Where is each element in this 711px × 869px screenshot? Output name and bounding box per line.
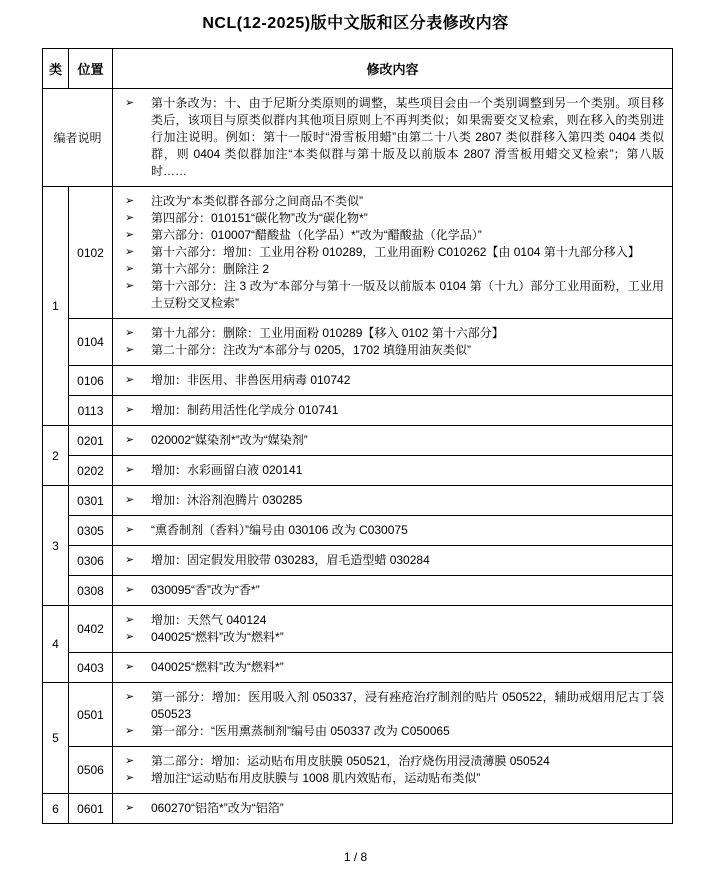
content-cell: [113, 576, 673, 606]
class-cell: 2: [43, 426, 69, 486]
modification-item: [113, 261, 664, 278]
modification-item: [113, 612, 664, 629]
item-text: 增加：制药用活性化学成分 010741: [151, 403, 339, 417]
content-cell: [113, 486, 673, 516]
arrow-bullet-icon: ➢: [125, 327, 135, 339]
header-class: 类: [43, 49, 69, 89]
item-text: 第十六部分：增加：工业用谷粉 010289，工业用面粉 C010262【由 0104 第十九部分移入】: [151, 245, 640, 259]
modification-item: [113, 462, 664, 479]
content-cell: [113, 606, 673, 653]
arrow-bullet-icon: ➢: [125, 434, 135, 446]
item-text: 第十六部分：注 3 改为“本部分与第十一版及以前版本 0104 第（十九）部分工业用面粉，工业用土豆粉交叉检索”: [151, 279, 664, 310]
item-text: 020002“媒染剂*”改为“媒染剂”: [151, 433, 308, 447]
arrow-bullet-icon: ➢: [125, 464, 135, 476]
class-cell: 编者说明: [43, 89, 113, 187]
modification-item: [113, 193, 664, 210]
modification-item: [113, 770, 664, 787]
item-text: 第二十部分：注改为“本部分与 0205，1702 填缝用油灰类似”: [151, 343, 472, 357]
class-cell: 6: [43, 794, 69, 824]
modification-item: [113, 432, 664, 449]
item-text: 040025“燃料”改为“燃料*”: [151, 660, 284, 674]
arrow-bullet-icon: ➢: [125, 772, 135, 784]
table-row: [43, 546, 673, 576]
arrow-bullet-icon: ➢: [125, 554, 135, 566]
content-cell: [113, 747, 673, 794]
item-text: 第六部分：010007“醋酸盐（化学品）*”改为“醋酸盐（化学品）”: [151, 228, 482, 242]
table-header: [43, 49, 673, 89]
item-text: 增加：固定假发用胶带 030283，眉毛造型蜡 030284: [151, 553, 430, 567]
arrow-bullet-icon: ➢: [125, 802, 135, 814]
item-text: 第二部分：增加：运动贴布用皮肤膜 050521，治疗烧伤用浸渍薄膜 050524: [151, 754, 550, 768]
item-text: 第十六部分：删除注 2: [151, 262, 270, 276]
modification-item: [113, 227, 664, 244]
modification-item: [113, 689, 664, 723]
modification-item: [113, 723, 664, 740]
item-text: 第一部分：增加：医用吸入剂 050337，浸有痤疮治疗制剂的贴片 050522，辅助戒烟用尼古丁袋 050523: [151, 690, 664, 721]
arrow-bullet-icon: ➢: [125, 280, 135, 292]
item-text: 第十条改为：十、由于尼斯分类原则的调整，某些项目会由一个类别调整到另一个类别。项目移类后，该项目与原类似群内其他项目原则上不再判类似；如果需要交叉检索，则在移入的类别进行加注说明。例如：第十一版时“滑雪板用蜡”由第二十八类 2807 类似群移入第四类 0404 类似群，则 0404 类似群加注“本类似群与第十版及以前版本 2807 滑雪板用蜡交叉检索”；第八版时……: [151, 96, 664, 178]
table-row: [43, 426, 673, 456]
table-row: [43, 456, 673, 486]
page-title: NCL(12-2025)版中文版和区分表修改内容: [202, 15, 509, 32]
modification-item: [113, 552, 664, 569]
header-content: 修改内容: [113, 49, 673, 89]
modification-item: [113, 753, 664, 770]
arrow-bullet-icon: ➢: [125, 524, 135, 536]
content-cell: [113, 546, 673, 576]
item-text: 040025“燃料”改为“燃料*”: [151, 630, 284, 644]
arrow-bullet-icon: ➢: [125, 97, 135, 109]
item-text: 增加：水彩画留白液 020141: [151, 463, 303, 477]
item-text: 第四部分：010151“碳化物”改为“碳化物*”: [151, 211, 368, 225]
class-cell: 1: [43, 187, 69, 426]
table-row: [43, 516, 673, 546]
arrow-bullet-icon: ➢: [125, 631, 135, 643]
content-cell: [113, 456, 673, 486]
class-cell: 4: [43, 606, 69, 683]
modification-item: [113, 659, 664, 676]
arrow-bullet-icon: ➢: [125, 229, 135, 241]
modification-item: [113, 492, 664, 509]
modification-item: [113, 244, 664, 261]
modification-item: [113, 95, 664, 180]
position-cell: 0102: [69, 187, 113, 319]
modification-item: [113, 325, 664, 342]
item-text: 增加：沐浴剂泡腾片 030285: [151, 493, 303, 507]
modification-item: [113, 372, 664, 389]
class-cell: 3: [43, 486, 69, 606]
item-text: “熏香制剂（香料）”编号由 030106 改为 C030075: [151, 523, 408, 537]
modification-item: [113, 582, 664, 599]
arrow-bullet-icon: ➢: [125, 614, 135, 626]
arrow-bullet-icon: ➢: [125, 494, 135, 506]
item-text: 030095“香”改为“香*”: [151, 583, 260, 597]
arrow-bullet-icon: ➢: [125, 661, 135, 673]
table-body: [43, 89, 673, 824]
table-row: [43, 319, 673, 366]
item-text: 增加：天然气 040124: [151, 613, 267, 627]
header-row: [43, 49, 673, 89]
class-cell: 5: [43, 683, 69, 794]
item-text: 060270“铝箔*”改为“铝箔”: [151, 801, 284, 815]
content-cell: [113, 396, 673, 426]
position-cell: 0403: [69, 653, 113, 683]
position-cell: 0305: [69, 516, 113, 546]
position-cell: 0506: [69, 747, 113, 794]
arrow-bullet-icon: ➢: [125, 755, 135, 767]
content-cell: [113, 683, 673, 747]
table-row: [43, 683, 673, 747]
header-position: 位置: [69, 49, 113, 89]
item-text: 注改为“本类似群各部分之间商品不类似”: [151, 194, 363, 208]
table-row: [43, 606, 673, 653]
position-cell: 0306: [69, 546, 113, 576]
content-cell: [113, 653, 673, 683]
modification-item: [113, 522, 664, 539]
modification-item: [113, 629, 664, 646]
modification-item: [113, 402, 664, 419]
content-cell: [113, 89, 673, 187]
page-number: 1 / 8: [343, 850, 368, 864]
item-text: 第十九部分：删除：工业用面粉 010289【移入 0102 第十六部分】: [151, 326, 504, 340]
modifications-table: [42, 48, 673, 824]
table-row: [43, 653, 673, 683]
modification-item: [113, 278, 664, 312]
position-cell: 0601: [69, 794, 113, 824]
content-cell: [113, 187, 673, 319]
arrow-bullet-icon: ➢: [125, 246, 135, 258]
content-cell: [113, 794, 673, 824]
table-row: [43, 187, 673, 319]
item-text: 增加注“运动贴布用皮肤膜与 1008 肌内效贴布，运动贴布类似”: [151, 771, 481, 785]
arrow-bullet-icon: ➢: [125, 263, 135, 275]
content-cell: [113, 426, 673, 456]
position-cell: 0201: [69, 426, 113, 456]
position-cell: 0301: [69, 486, 113, 516]
position-cell: 0113: [69, 396, 113, 426]
content-cell: [113, 366, 673, 396]
table-row: [43, 486, 673, 516]
position-cell: 0308: [69, 576, 113, 606]
arrow-bullet-icon: ➢: [125, 374, 135, 386]
modification-item: [113, 800, 664, 817]
arrow-bullet-icon: ➢: [125, 344, 135, 356]
item-text: 第一部分：“医用熏蒸制剂”编号由 050337 改为 C050065: [151, 724, 450, 738]
arrow-bullet-icon: ➢: [125, 404, 135, 416]
content-cell: [113, 319, 673, 366]
arrow-bullet-icon: ➢: [125, 212, 135, 224]
table-row: [43, 366, 673, 396]
table-row: [43, 89, 673, 187]
item-text: 增加：非医用、非兽医用病毒 010742: [151, 373, 351, 387]
arrow-bullet-icon: ➢: [125, 584, 135, 596]
table-row: [43, 396, 673, 426]
position-cell: 0104: [69, 319, 113, 366]
modification-item: [113, 210, 664, 227]
position-cell: 0202: [69, 456, 113, 486]
table-row: [43, 794, 673, 824]
content-cell: [113, 516, 673, 546]
table-row: [43, 576, 673, 606]
arrow-bullet-icon: ➢: [125, 725, 135, 737]
arrow-bullet-icon: ➢: [125, 691, 135, 703]
modification-item: [113, 342, 664, 359]
table-row: [43, 747, 673, 794]
position-cell: 0501: [69, 683, 113, 747]
position-cell: 0402: [69, 606, 113, 653]
arrow-bullet-icon: ➢: [125, 195, 135, 207]
position-cell: 0106: [69, 366, 113, 396]
